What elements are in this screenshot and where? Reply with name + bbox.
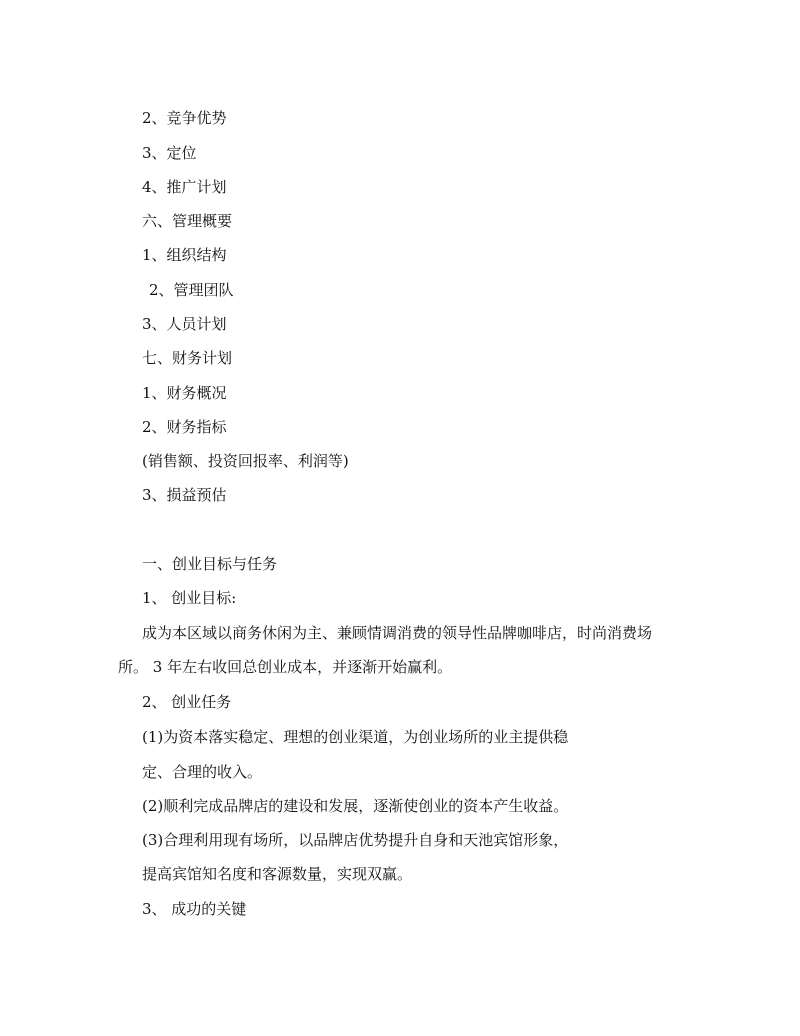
task-item: (1)为资本落实稳定、理想的创业渠道，为创业场所的业主提供稳 xyxy=(142,728,569,746)
outline-note: (销售额、投资回报率、利润等) xyxy=(142,452,349,470)
goal-text-line: 所。 3 年左右收回总创业成本，并逐渐开始赢利。 xyxy=(118,658,453,676)
outline-item: 3、人员计划 xyxy=(142,315,227,333)
key-heading: 3、 成功的关键 xyxy=(142,900,247,918)
outline-item: 1、组织结构 xyxy=(142,246,227,264)
task-item-continued: 定、合理的收入。 xyxy=(142,763,263,781)
goal-heading: 1、 创业目标: xyxy=(142,589,237,607)
outline-item: 1、财务概况 xyxy=(142,384,227,402)
outline-item: 2、竞争优势 xyxy=(142,109,227,127)
outline-item: 2、财务指标 xyxy=(142,418,227,436)
goal-text-line: 成为本区域以商务休闲为主、兼顾情调消费的领导性品牌咖啡店，时尚消费场 xyxy=(142,624,653,642)
outline-heading: 七、财务计划 xyxy=(142,349,233,367)
task-item-continued: 提高宾馆知名度和客源数量，实现双赢。 xyxy=(142,865,413,883)
outline-item: 2、管理团队 xyxy=(149,281,234,299)
section-heading: 一、创业目标与任务 xyxy=(142,555,278,573)
task-heading: 2、 创业任务 xyxy=(142,693,232,711)
outline-item: 3、损益预估 xyxy=(142,486,227,504)
outline-item: 4、推广计划 xyxy=(142,178,227,196)
outline-item: 3、定位 xyxy=(142,144,197,162)
outline-heading: 六、管理概要 xyxy=(142,212,233,230)
task-item: (3)合理利用现有场所，以品牌店优势提升自身和天池宾馆形象， xyxy=(142,831,569,849)
task-item: (2)顺利完成品牌店的建设和发展，逐渐使创业的资本产生收益。 xyxy=(142,797,569,815)
